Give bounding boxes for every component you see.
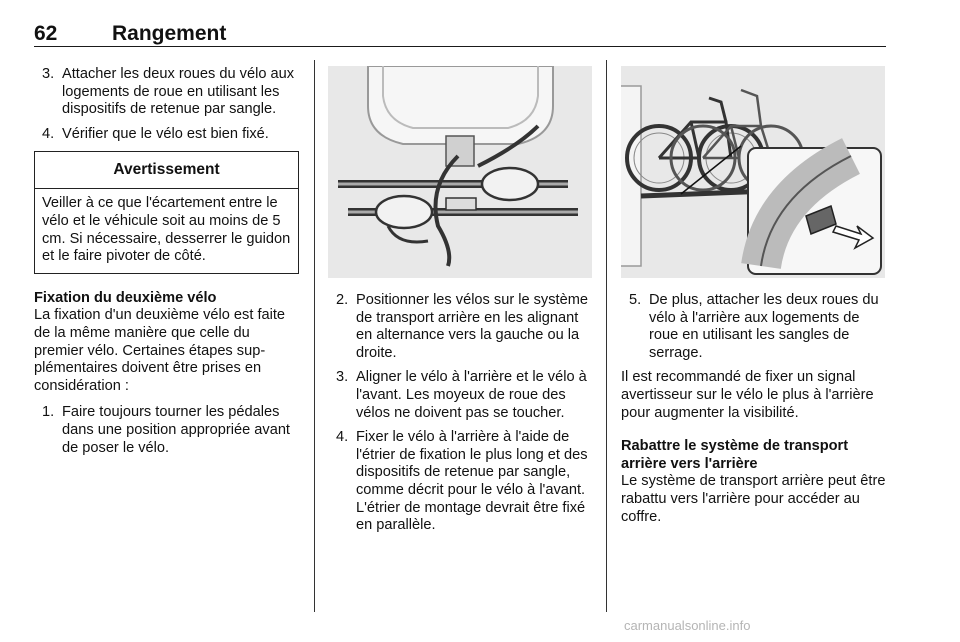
paragraph: Il est recommandé de fixer un signal avertisseur sur le vélo le plus à l'arrière pour augmenter la visibilité. [621, 369, 874, 421]
list-item [328, 292, 593, 362]
step-number: 4. [42, 125, 55, 142]
step-text: De plus, attacher les deux roues du vélo à l'arrière aux logements de roue en utilisant les sangles de serrage. [649, 292, 879, 361]
warning-box [34, 151, 299, 273]
step-number: 2. [336, 292, 349, 308]
list-item [328, 369, 593, 422]
step-text: Positionner les vélos sur le système de transport arrière en les alignant en alternance vers la gauche ou la droite. [356, 292, 588, 361]
column-divider-2 [606, 60, 607, 612]
step-number: 3. [336, 369, 349, 386]
step-number: 4. [336, 429, 349, 446]
list-item [34, 404, 299, 457]
illustration-wheel-strap-detail [621, 66, 885, 278]
warning-title: Avertissement [35, 152, 298, 189]
list-item [621, 292, 889, 362]
watermark: carmanualsonline.info [624, 618, 751, 633]
step-number: 1. [42, 404, 55, 421]
step-text: Vérifier que le vélo est bien fixé. [62, 125, 269, 142]
page-number: 62 [34, 22, 58, 45]
column-left [34, 66, 299, 464]
step-number: 3. [42, 66, 55, 82]
warning-body: Veiller à ce que l'écartement entre le vélo et le véhicule soit au moins de 5 cm. Si nécessaire, desserrer le guidon et le faire pivoter de côté. [42, 195, 291, 265]
step-number: 5. [629, 292, 642, 308]
subheading: Fixation du deuxième vélo [34, 289, 217, 306]
list-item [34, 66, 299, 119]
paragraph: Le système de transport arrière peut être rabattu vers l'arrière pour accéder au coffre. [621, 473, 886, 525]
step-text: Faire toujours tourner les pédales dans une position appropriée avant de poser le vélo. [62, 404, 290, 456]
page-title: Rangement [112, 22, 227, 45]
paragraph: La fixation d'un deuxième vélo est faite de la même manière que celle du premier vélo. Certaines étapes supplémentaires doivent être prises en considération : [34, 307, 286, 394]
list-item [34, 126, 299, 144]
list-item [328, 429, 593, 535]
column-divider-1 [314, 60, 315, 612]
page-header [34, 6, 886, 47]
step-text: Aligner le vélo à l'arrière et le vélo à l'avant. Les moyeux de roue des vélos ne doivent pas se toucher. [356, 369, 587, 421]
illustration-bike-carrier-top-view [328, 66, 592, 278]
subheading: Rabattre le système de transport arrière vers l'arrière [621, 438, 849, 472]
column-right [621, 292, 889, 535]
step-text: Attacher les deux roues du vélo aux logements de roue en utilisant les dispositifs de retenue par sangle. [62, 66, 295, 118]
step-text: Fixer le vélo à l'arrière à l'aide de l'étrier de fixation le plus long et des dispositifs de retenue par sangle, comme décrit pour le vélo à l'avant. L'étrier de montage devrait être fixé en parallèle. [356, 429, 588, 534]
column-middle [328, 292, 593, 542]
